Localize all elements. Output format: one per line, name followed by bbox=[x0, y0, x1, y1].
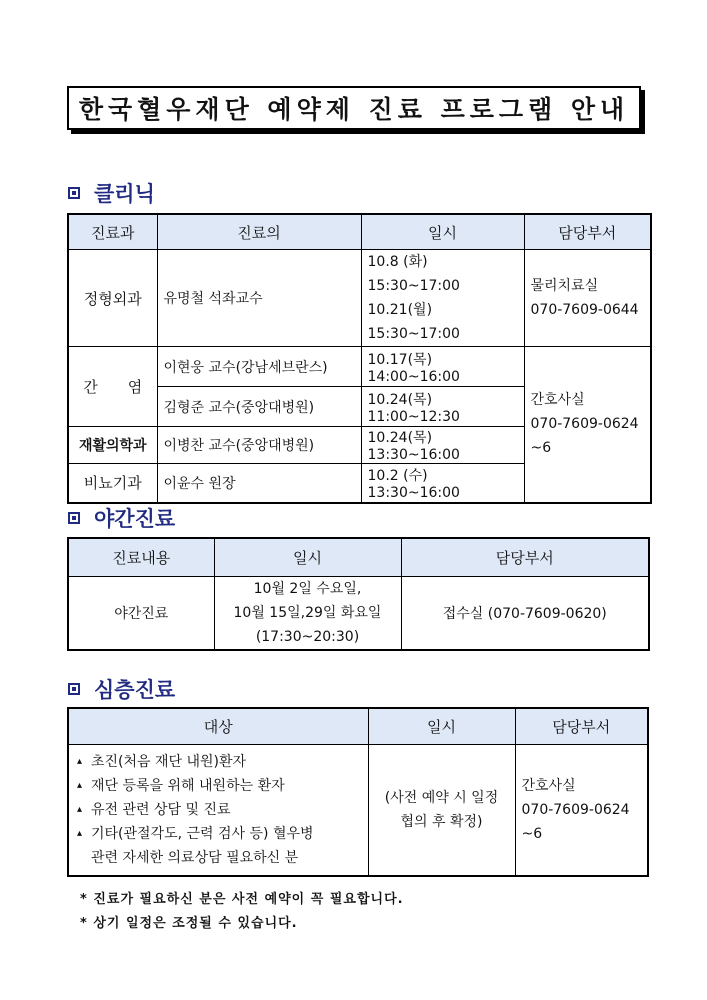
table-row bbox=[68, 744, 648, 876]
dept-cell: 간 염 bbox=[68, 347, 157, 427]
section-heading-deep bbox=[68, 674, 175, 704]
table-row bbox=[68, 576, 649, 650]
header-cell: 담당부서 bbox=[401, 538, 649, 576]
list-item: ▴ 기타(관절각도, 근력 검사 등) 혈우병 bbox=[75, 822, 362, 846]
dept-cell: 정형외과 bbox=[68, 250, 157, 347]
date-cell: 10.24(목) 13:30~16:00 bbox=[361, 427, 524, 464]
table-header-row bbox=[68, 708, 648, 744]
footnote: * 상기 일정은 조정될 수 있습니다. bbox=[80, 916, 298, 931]
header-cell: 대상 bbox=[68, 708, 368, 744]
office-cell: 접수실 (070-7609-0620) bbox=[401, 576, 649, 650]
date-cell: 10.17(목) 14:00~16:00 bbox=[361, 347, 524, 387]
square-bullet-icon bbox=[68, 187, 80, 199]
section-title: 야간진료 bbox=[94, 507, 176, 531]
dept-cell: 재활의학과 bbox=[68, 427, 157, 464]
header-cell: 진료의 bbox=[157, 214, 361, 250]
schedule-cell: (사전 예약 시 일정 협의 후 확정) bbox=[368, 744, 515, 876]
content-cell: 야간진료 bbox=[68, 576, 214, 650]
list-item: 관련 자세한 의료상담 필요하신 분 bbox=[91, 849, 299, 866]
header-cell: 진료과 bbox=[68, 214, 157, 250]
table-header-row bbox=[68, 538, 649, 576]
date-cell: 10월 2일 수요일, 10월 15일,29일 화요일 (17:30~20:30) bbox=[214, 576, 401, 650]
header-cell: 진료내용 bbox=[68, 538, 214, 576]
header-cell: 담당부서 bbox=[515, 708, 648, 744]
table-row bbox=[68, 250, 651, 347]
header-cell: 일시 bbox=[361, 214, 524, 250]
list-item: ▴ 재단 등록을 위해 내원하는 환자 bbox=[75, 774, 362, 798]
header-cell: 담당부서 bbox=[524, 214, 651, 250]
doctor-cell: 이현웅 교수(강남세브란스) bbox=[157, 347, 361, 387]
doctor-cell: 유명철 석좌교수 bbox=[157, 250, 361, 347]
header-cell: 일시 bbox=[214, 538, 401, 576]
doctor-cell: 이병찬 교수(중앙대병원) bbox=[157, 427, 361, 464]
office-cell: 간호사실 070-7609-0624 ~6 bbox=[515, 744, 648, 876]
table-header-row bbox=[68, 214, 651, 250]
office-cell: 물리치료실 070-7609-0644 bbox=[524, 250, 651, 347]
page-title: 한국혈우재단 예약제 진료 프로그램 안내 bbox=[67, 86, 641, 130]
office-cell: 간호사실 070-7609-0624 ~6 bbox=[524, 347, 651, 503]
doctor-cell: 김형준 교수(중앙대병원) bbox=[157, 387, 361, 427]
section-heading-night bbox=[68, 503, 175, 533]
section-heading-clinic bbox=[68, 178, 155, 208]
table-row bbox=[68, 347, 651, 387]
clinic-table bbox=[67, 213, 652, 504]
night-table bbox=[67, 537, 650, 651]
footnote: * 진료가 필요하신 분은 사전 예약이 꼭 필요합니다. bbox=[80, 892, 404, 907]
list-item: ▴ 유전 관련 상담 및 진료 bbox=[75, 798, 362, 822]
dept-cell: 비뇨기과 bbox=[68, 464, 157, 503]
date-cell: 10.2 (수) 13:30~16:00 bbox=[361, 464, 524, 503]
list-item: ▴ 초진(처음 재단 내원)환자 bbox=[75, 750, 362, 774]
section-title: 클리닉 bbox=[94, 182, 155, 206]
header-cell: 일시 bbox=[368, 708, 515, 744]
square-bullet-icon bbox=[68, 683, 80, 695]
target-list bbox=[75, 750, 362, 870]
date-cell: 10.8 (화) 15:30~17:00 10.21(월) 15:30~17:00 bbox=[361, 250, 524, 347]
footnotes bbox=[80, 888, 404, 936]
target-cell bbox=[68, 744, 368, 876]
doctor-cell: 이윤수 원장 bbox=[157, 464, 361, 503]
section-title: 심층진료 bbox=[94, 678, 176, 702]
square-bullet-icon bbox=[68, 512, 80, 524]
deep-table bbox=[67, 707, 649, 877]
date-cell: 10.24(목) 11:00~12:30 bbox=[361, 387, 524, 427]
